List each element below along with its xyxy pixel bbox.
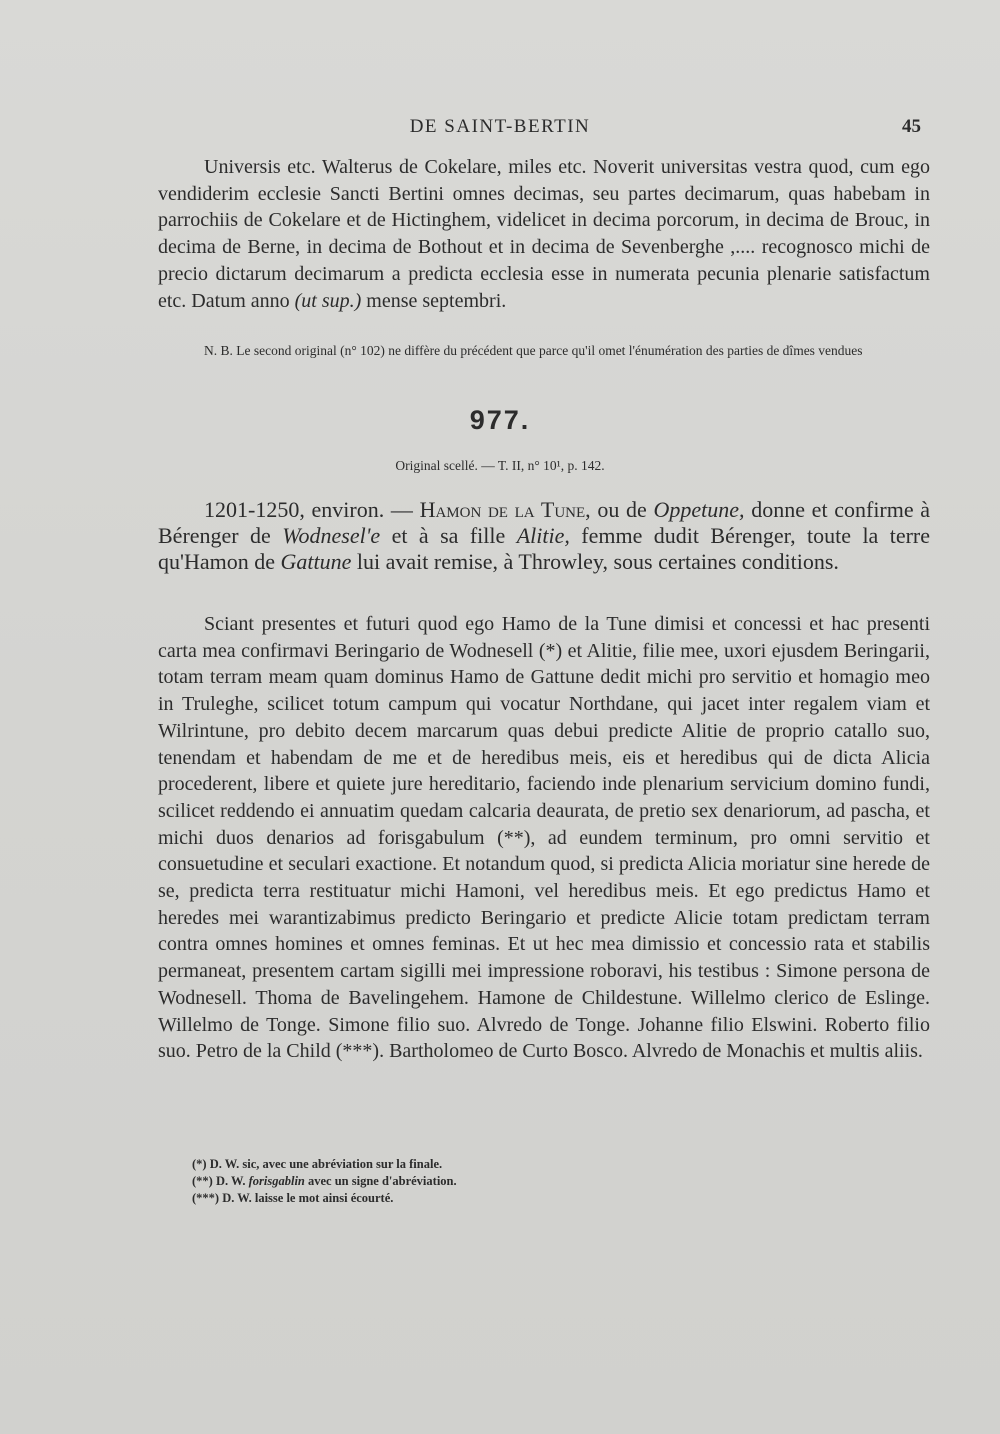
summary-place: Wodnesel'e: [282, 523, 381, 548]
footnote-text: D. W.: [215, 1174, 246, 1188]
summary-text: lui avait remise, à Throwley, sous certaines conditions.: [356, 549, 839, 574]
running-title: DE SAINT-BERTIN: [409, 116, 591, 137]
page-number: 45: [902, 116, 921, 137]
charter-number: 977.: [469, 405, 531, 435]
charter-source: Original scellé. — T. II, n° 10¹, p. 142.: [395, 458, 605, 473]
footnotes: [160, 1156, 932, 1207]
summary-date: 1201-1250, environ. —: [204, 497, 413, 522]
charter-body: [158, 611, 930, 1065]
summary-text: ou de: [597, 497, 647, 522]
summary-text: et à sa fille: [391, 523, 506, 548]
footnote-text: D. W. sic, avec une abréviation sur la finale.: [209, 1157, 443, 1171]
footnote-text: avec un signe d'abréviation.: [308, 1174, 457, 1188]
nb-note-text: N. B. Le second original (n° 102) ne diffère du précédent que parce qu'il omet l'énumération des parties de dîmes vendues: [204, 343, 863, 358]
running-head: [0, 116, 1000, 146]
footnote-italic: forisgablin: [248, 1174, 305, 1188]
previous-charter-body: Universis etc. Walterus de Cokelare, miles etc. Noverit universitas vestra quod, cum ego vendiderim ecclesie Sancti Bertini omnes decimas, seu partes decimarum, quas habebam in parrochiis de Cokelare et de Hictinghem, videlicet in decima porcorum, in decima de Brouc, in decima de Berne, in decima de Bothout et in decima de Sevenberghe ,.... recognosco michi de precio dictarum decimarum a predicta ecclesia esse in numerata pecunia plenarie satisfactum etc. Datum anno: [158, 156, 930, 312]
previous-charter-date: (ut sup.): [294, 289, 362, 312]
summary-text: donne et confirme à Bérenger de: [158, 497, 931, 548]
footnote-mark: (*): [192, 1157, 207, 1171]
footnote: [160, 1156, 932, 1173]
summary-text: femme dudit Bérenger, toute la terre qu'Hamon de: [158, 523, 931, 574]
charter-body-text: Sciant presentes et futuri quod ego Hamo de la Tune dimisi et concessi et hac presenti carta mea confirmavi Beringario de Wodnesell (*) et Alitie, filie mee, uxori ejusdem Beringarii, totam terram meam quam dominus Hamo de Gattune dedit michi pro servitio et homagio meo in Truleghe, scilicet totum campum qui vocatur Northdane, qui jacet inter regalem viam et Wilrintune, pro debito decem marcarum quas debui predicte Alitie de proprio catallo suo, tenendam et habendam de me et de heredibus meis, eis et heredibus qui de dicta Alicia procederent, libere et quiete jure hereditario, faciendo inde plenarium servicium domino fundi, scilicet reddendo ei annuatim quedam calcaria deaurata, de pretio sex denariorum, ad pascha, et michi duos denarios ad forisgabulum (**), ad eundem terminum, pro omni servitio et consuetudine et seculari exactione. Et notandum quod, si predicta Alicia moriatur sine herede de se, predicta terra restituatur michi Hamoni, vel heredibus meis. Et ego predictus Hamo et heredes mei warantizabimus predicto Beringario et predicte Alicie totam predictam terram contra omnes homines et omnes feminas. Et ut hec mea dimissio et concessio rata et stabilis permaneat, presentem cartam sigilli mei impressione roboravi, his testibus : Simone persona de Wodnesell. Thoma de Bavelingehem. Hamone de Childestune. Willelmo clerico de Eslinge. Willelmo de Tonge. Simone filio suo. Alvredo de Tonge. Johanne filio Elswini. Roberto filio suo. Petro de la Child (***). Bartholomeo de Curto Bosco. Alvredo de Monachis et multis aliis.: [158, 613, 930, 1063]
summary-place: Gattune: [280, 549, 352, 574]
summary-name: Hamon de la Tune,: [419, 497, 591, 522]
footnote-mark: (***): [192, 1191, 220, 1205]
previous-charter-end: mense septembri.: [366, 289, 507, 312]
summary-person: Alitie,: [516, 523, 570, 548]
footnote: [160, 1190, 932, 1207]
previous-charter-text: [158, 154, 930, 314]
footnote-text: D. W. laisse le mot ainsi écourté.: [222, 1191, 394, 1205]
nb-note: [158, 343, 930, 359]
footnote-mark: (**): [192, 1174, 213, 1188]
charter-summary: [158, 497, 930, 575]
footnote: [160, 1173, 932, 1190]
previous-charter-paragraph: [158, 154, 930, 314]
summary-place: Oppetune,: [653, 497, 745, 522]
